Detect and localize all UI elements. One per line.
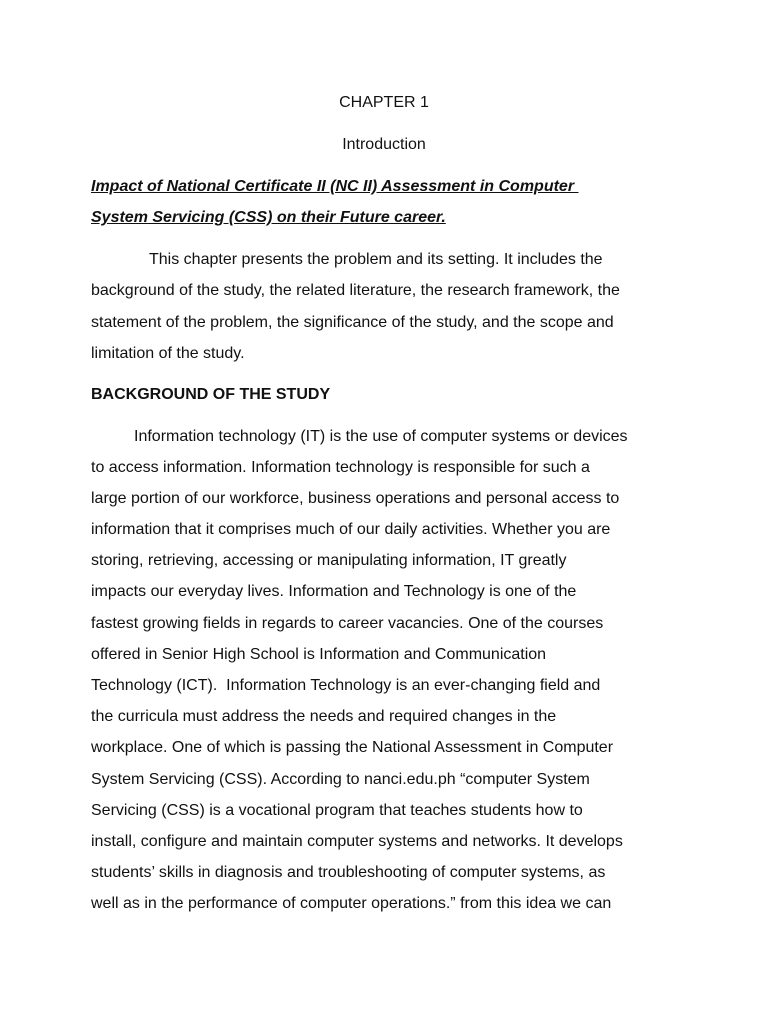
intro-paragraph-line: background of the study, the related literature, the research framework, the	[91, 282, 620, 299]
intro-paragraph-line: limitation of the study.	[91, 345, 245, 362]
intro-paragraph-line: This chapter presents the problem and its setting. It includes the	[149, 251, 603, 268]
section-heading: Introduction	[342, 136, 426, 153]
background-paragraph-line: large portion of our workforce, business operations and personal access to	[91, 490, 620, 507]
background-paragraph-line: System Servicing (CSS). According to nanci.edu.ph “computer System	[91, 771, 590, 788]
background-paragraph-line: Servicing (CSS) is a vocational program that teaches students how to	[91, 802, 583, 819]
study-title-line-1: Impact of National Certificate II (NC II) Assessment in Computer	[91, 178, 579, 195]
study-title-line-2: System Servicing (CSS) on their Future career.	[91, 209, 446, 226]
background-paragraph-line: to access information. Information technology is responsible for such a	[91, 459, 590, 476]
background-paragraph-line: impacts our everyday lives. Information and Technology is one of the	[91, 583, 577, 600]
background-paragraph-line: well as in the performance of computer operations.” from this idea we can	[91, 895, 612, 912]
background-paragraph-line: Technology (ICT). Information Technology is an ever-changing field and	[91, 677, 601, 694]
background-paragraph-line: install, configure and maintain computer systems and networks. It develops	[91, 833, 623, 850]
background-paragraph-line: offered in Senior High School is Information and Communication	[91, 646, 547, 663]
intro-paragraph-line: statement of the problem, the significance of the study, and the scope and	[91, 314, 614, 331]
background-paragraph-line: information that it comprises much of our daily activities. Whether you are	[91, 521, 611, 538]
background-paragraph-line: students’ skills in diagnosis and troubleshooting of computer systems, as	[91, 864, 606, 881]
chapter-label: CHAPTER 1	[339, 94, 429, 111]
background-heading: BACKGROUND OF THE STUDY	[91, 386, 331, 403]
background-paragraph-line: storing, retrieving, accessing or manipulating information, IT greatly	[91, 552, 567, 569]
background-paragraph-line: the curricula must address the needs and required changes in the	[91, 708, 557, 725]
background-paragraph-line: Information technology (IT) is the use of computer systems or devices	[134, 428, 628, 445]
background-paragraph-line: fastest growing fields in regards to career vacancies. One of the courses	[91, 615, 604, 632]
background-paragraph-line: workplace. One of which is passing the National Assessment in Computer	[91, 739, 614, 756]
